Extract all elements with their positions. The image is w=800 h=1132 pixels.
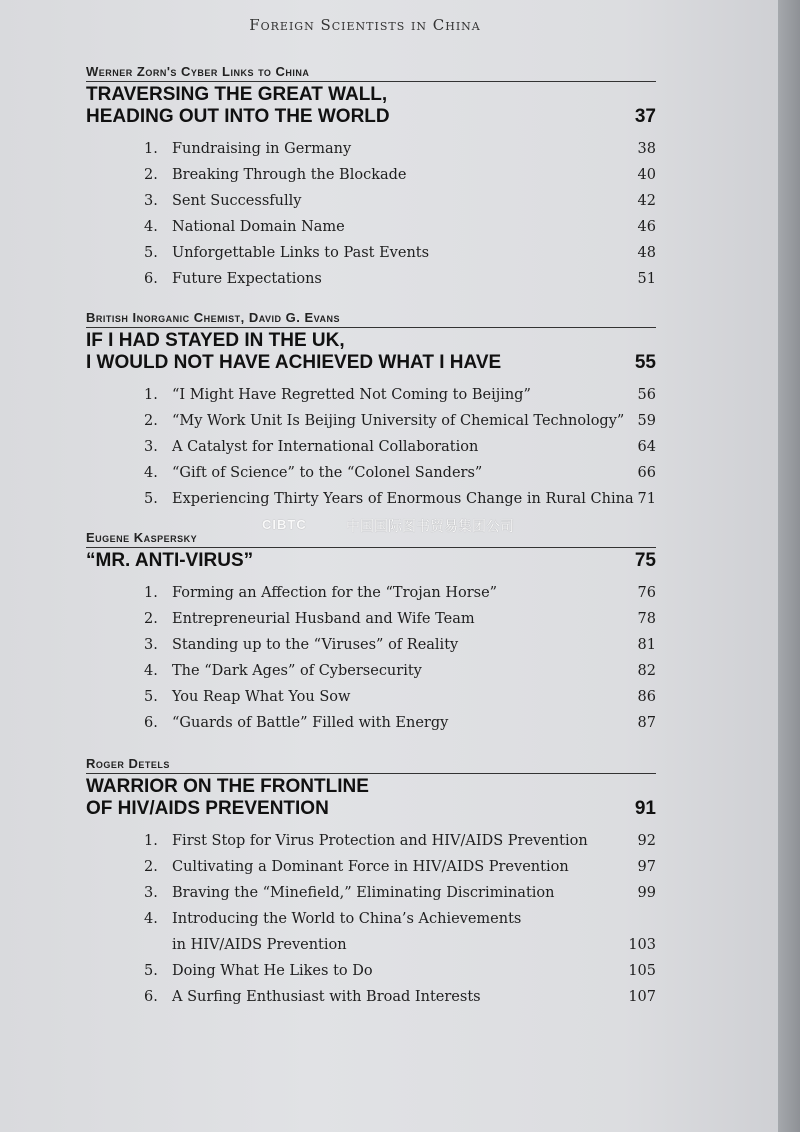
item-page: 64 xyxy=(637,439,656,455)
chapter-title-line: HEADING OUT INTO THE WORLD xyxy=(86,106,390,127)
item-title-continued: in HIV/AIDS Prevention xyxy=(172,937,347,953)
section-author: Roger Detels xyxy=(86,756,656,774)
item-page: 78 xyxy=(637,611,656,627)
item-title: Unforgettable Links to Past Events xyxy=(172,245,430,261)
toc-item xyxy=(86,136,656,162)
toc-item xyxy=(86,382,656,408)
toc-item xyxy=(86,580,656,606)
toc-item-list xyxy=(86,828,656,1010)
chapter-page-number: 91 xyxy=(634,798,656,819)
item-number: 1. xyxy=(144,387,158,403)
item-page: 56 xyxy=(637,387,656,403)
item-number: 2. xyxy=(144,611,158,627)
item-title: Breaking Through the Blockade xyxy=(172,167,407,183)
item-title: Experiencing Thirty Years of Enormous Change in Rural China xyxy=(172,491,634,507)
section-author: Eugene Kaspersky xyxy=(86,530,656,548)
toc-item xyxy=(86,486,656,512)
toc-item xyxy=(86,880,656,906)
item-number: 5. xyxy=(144,245,158,261)
toc-item-list xyxy=(86,382,656,512)
item-title: Sent Successfully xyxy=(172,193,302,209)
item-number: 2. xyxy=(144,167,158,183)
toc-item xyxy=(86,188,656,214)
item-title: Fundraising in Germany xyxy=(172,141,352,157)
toc-item xyxy=(86,162,656,188)
item-number: 5. xyxy=(144,491,158,507)
item-title: Standing up to the “Viruses” of Reality xyxy=(172,637,459,653)
toc-item xyxy=(86,854,656,880)
chapter-heading xyxy=(86,84,656,128)
item-number: 4. xyxy=(144,663,158,679)
toc-item xyxy=(86,214,656,240)
item-title: You Reap What You Sow xyxy=(172,689,351,705)
item-number: 4. xyxy=(144,465,158,481)
toc-item-list xyxy=(86,580,656,736)
chapter-page-number: 75 xyxy=(634,550,656,571)
toc-item xyxy=(86,606,656,632)
item-title: “My Work Unit Is Beijing University of Chemical Technology” xyxy=(172,413,625,429)
chapter-heading xyxy=(86,776,656,820)
toc-item xyxy=(86,460,656,486)
item-page: 82 xyxy=(637,663,656,679)
item-number: 2. xyxy=(144,413,158,429)
item-title: Braving the “Minefield,” Eliminating Discrimination xyxy=(172,885,555,901)
item-number: 1. xyxy=(144,833,158,849)
item-page: 48 xyxy=(637,245,656,261)
item-page: 76 xyxy=(637,585,656,601)
item-title: Forming an Affection for the “Trojan Horse” xyxy=(172,585,498,601)
item-page: 42 xyxy=(637,193,656,209)
item-number: 1. xyxy=(144,585,158,601)
toc-item xyxy=(86,906,656,958)
item-page: 59 xyxy=(637,413,656,429)
item-page: 92 xyxy=(637,833,656,849)
toc-section-evans xyxy=(86,310,656,512)
toc-item xyxy=(86,266,656,292)
item-title: Introducing the World to China’s Achievements xyxy=(172,911,522,927)
item-number: 6. xyxy=(144,989,158,1005)
item-title: A Surfing Enthusiast with Broad Interests xyxy=(172,989,481,1005)
item-title: A Catalyst for International Collaboration xyxy=(172,439,479,455)
toc-item xyxy=(86,632,656,658)
item-page: 103 xyxy=(628,937,656,953)
item-number: 5. xyxy=(144,963,158,979)
watermark-logo: CIBTC xyxy=(262,517,307,532)
toc-item xyxy=(86,958,656,984)
toc-item xyxy=(86,658,656,684)
item-title: “Guards of Battle” Filled with Energy xyxy=(172,715,449,731)
chapter-title-line: OF HIV/AIDS PREVENTION xyxy=(86,798,329,819)
chapter-heading xyxy=(86,330,656,374)
item-page: 46 xyxy=(637,219,656,235)
item-page: 38 xyxy=(637,141,656,157)
item-title: “Gift of Science” to the “Colonel Sanders” xyxy=(172,465,483,481)
toc-section-detels xyxy=(86,756,656,1010)
item-number: 5. xyxy=(144,689,158,705)
item-title: “I Might Have Regretted Not Coming to Beijing” xyxy=(172,387,531,403)
item-page: 66 xyxy=(637,465,656,481)
item-page: 107 xyxy=(628,989,656,1005)
chapter-title-line: WARRIOR ON THE FRONTLINE xyxy=(86,776,369,797)
watermark-text: 中国国际图书贸易集团公司 xyxy=(346,519,514,535)
chapter-heading xyxy=(86,550,656,572)
item-number: 4. xyxy=(144,911,158,927)
item-number: 6. xyxy=(144,715,158,731)
item-number: 2. xyxy=(144,859,158,875)
chapter-page-number: 55 xyxy=(634,352,656,373)
item-page: 87 xyxy=(637,715,656,731)
item-page: 86 xyxy=(637,689,656,705)
item-number: 3. xyxy=(144,637,158,653)
toc-item-list xyxy=(86,136,656,292)
item-page: 105 xyxy=(628,963,656,979)
item-title: The “Dark Ages” of Cybersecurity xyxy=(172,663,422,679)
toc-item xyxy=(86,434,656,460)
item-page: 97 xyxy=(637,859,656,875)
section-author: Werner Zorn's Cyber Links to China xyxy=(86,64,656,82)
chapter-page-number: 37 xyxy=(634,106,656,127)
chapter-title-line: “MR. ANTI-VIRUS” xyxy=(86,550,254,571)
item-page: 99 xyxy=(637,885,656,901)
chapter-title-line: TRAVERSING THE GREAT WALL, xyxy=(86,84,388,105)
item-number: 1. xyxy=(144,141,158,157)
item-page: 51 xyxy=(637,271,656,287)
item-title: National Domain Name xyxy=(172,219,345,235)
item-number: 3. xyxy=(144,885,158,901)
section-author: British Inorganic Chemist, David G. Evans xyxy=(86,310,656,328)
toc-section-kaspersky xyxy=(86,530,656,736)
toc-item xyxy=(86,684,656,710)
toc-section-zorn xyxy=(86,64,656,292)
toc-item xyxy=(86,828,656,854)
item-number: 3. xyxy=(144,193,158,209)
item-number: 3. xyxy=(144,439,158,455)
item-number: 6. xyxy=(144,271,158,287)
chapter-title-line: IF I HAD STAYED IN THE UK, xyxy=(86,330,345,351)
item-title: Cultivating a Dominant Force in HIV/AIDS Prevention xyxy=(172,859,569,875)
item-title: First Stop for Virus Protection and HIV/AIDS Prevention xyxy=(172,833,588,849)
item-page: 40 xyxy=(637,167,656,183)
item-title: Future Expectations xyxy=(172,271,322,287)
item-number: 4. xyxy=(144,219,158,235)
toc-item xyxy=(86,710,656,736)
page-edge-shadow xyxy=(778,0,800,1132)
chapter-title-line: I WOULD NOT HAVE ACHIEVED WHAT I HAVE xyxy=(86,352,502,373)
item-page: 71 xyxy=(637,491,656,507)
item-title: Doing What He Likes to Do xyxy=(172,963,373,979)
toc-item xyxy=(86,984,656,1010)
toc-item xyxy=(86,408,656,434)
toc-item xyxy=(86,240,656,266)
item-title: Entrepreneurial Husband and Wife Team xyxy=(172,611,475,627)
running-head: Foreign Scientists in China xyxy=(249,16,481,34)
item-page: 81 xyxy=(637,637,656,653)
